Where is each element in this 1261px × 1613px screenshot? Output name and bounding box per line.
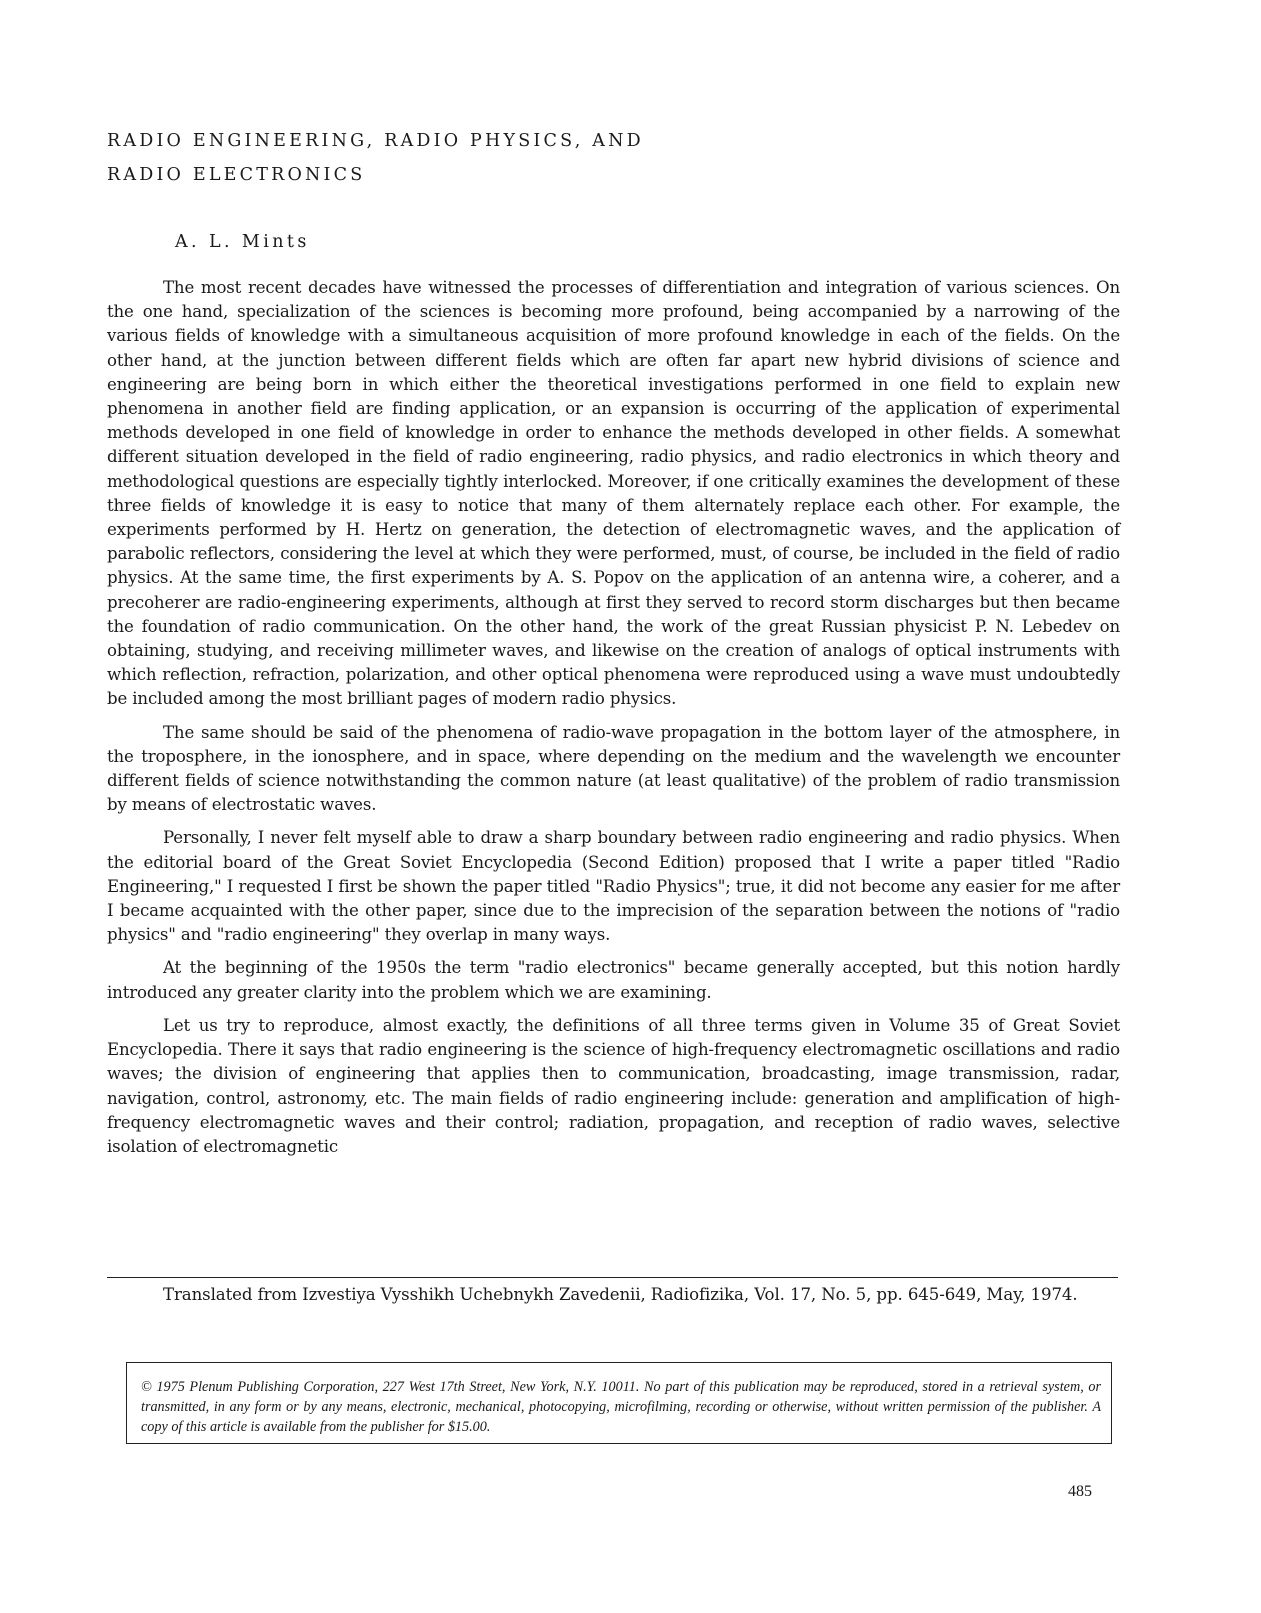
body-paragraph-4: At the beginning of the 1950s the term "radio electronics" became generally accepted, but this notion hardly introduced any greater clarity into the problem which we are examining. (107, 958, 1120, 1002)
body-paragraph-2: The same should be said of the phenomena of radio-wave propagation in the bottom layer of the atmosphere, in the troposphere, in the ionosphere, and in space, where depending on the medium and the wavelength we encounter different fields of science notwithstanding the common nature (at least qualitative) of the problem of radio transmission by means of electrostatic waves. (107, 722, 1120, 815)
copyright-notice-box (126, 1362, 1112, 1444)
article-title (107, 124, 807, 192)
article-author: A. L. Mints (175, 232, 310, 252)
article-title-line-1: RADIO ENGINEERING, RADIO PHYSICS, AND (107, 131, 644, 151)
body-paragraph-1: The most recent decades have witnessed the processes of differentiation and integration of various sciences. On the one hand, specialization of the sciences is becoming more profound, being accompanied by a narrowing of the various fields of knowledge with a simultaneous acquisition of more profound knowledge in each of the fields. On the other hand, at the junction between different fields which are often far apart new hybrid divisions of science and engineering are being born in which either the theoretical investigations performed in one field to explain new phenomena in another field are finding application, or an expansion is occurring of the application of experimental methods developed in one field of knowledge in order to enhance the methods developed in other fields. A somewhat different situation developed in the field of radio engineering, radio physics, and radio electronics in which theory and methodological questions are especially tightly interlocked. Moreover, if one critically examines the development of these three fields of knowledge it is easy to notice that many of them alternately replace each other. For example, the experiments performed by H. Hertz on generation, the detection of electromagnetic waves, and the application of parabolic reflectors, considering the level at which they were performed, must, of course, be included in the field of radio physics. At the same time, the first experiments by A. S. Popov on the application of an antenna wire, a coherer, and a precoherer are radio-engineering experiments, although at first they served to record storm discharges but then became the foundation of radio communication. On the other hand, the work of the great Russian physicist P. N. Lebedev on obtaining, studying, and receiving millimeter waves, and likewise on the creation of analogs of optical instruments with which reflection, refraction, polarization, and other optical phenomena were reproduced using a wave must undoubtedly be included among the most brilliant pages of modern radio physics. (107, 278, 1120, 709)
article-body (107, 276, 1120, 1168)
footnote-divider (107, 1277, 1118, 1278)
copyright-notice-text: © 1975 Plenum Publishing Corporation, 227 West 17th Street, New York, N.Y. 10011. No part of this publication may be reproduced, stored in a retrieval system, or transmitted, in any form or by any means, electronic, mechanical, photocopying, microfilming, recording or otherwise, without written permission of the publisher. A copy of this article is available from the publisher for $15.00. (141, 1379, 1101, 1435)
body-paragraph-5: Let us try to reproduce, almost exactly, the definitions of all three terms given in Volume 35 of Great Soviet Encyclopedia. There it says that radio engineering is the science of high-frequency electromagnetic oscillations and radio waves; the division of engineering that applies then to communication, broadcasting, image transmission, radar, navigation, control, astronomy, etc. The main fields of radio engineering include: generation and amplification of high-frequency electromagnetic waves and their control; radiation, propagation, and reception of radio waves, selective isolation of electromagnetic (107, 1015, 1120, 1156)
translation-footnote: Translated from Izvestiya Vysshikh Uchebnykh Zavedenii, Radiofizika, Vol. 17, No. 5, pp. 645-649, May, 1974. (163, 1285, 1078, 1304)
page-number: 485 (1068, 1483, 1092, 1500)
article-title-line-2: RADIO ELECTRONICS (107, 165, 366, 185)
body-paragraph-3: Personally, I never felt myself able to draw a sharp boundary between radio engineering and radio physics. When the editorial board of the Great Soviet Encyclopedia (Second Edition) proposed that I write a paper titled "Radio Engineering," I requested I first be shown the paper titled "Radio Physics"; true, it did not become any easier for me after I became acquainted with the other paper, since due to the imprecision of the separation between the notions of "radio physics" and "radio engineering" they overlap in many ways. (107, 828, 1120, 945)
